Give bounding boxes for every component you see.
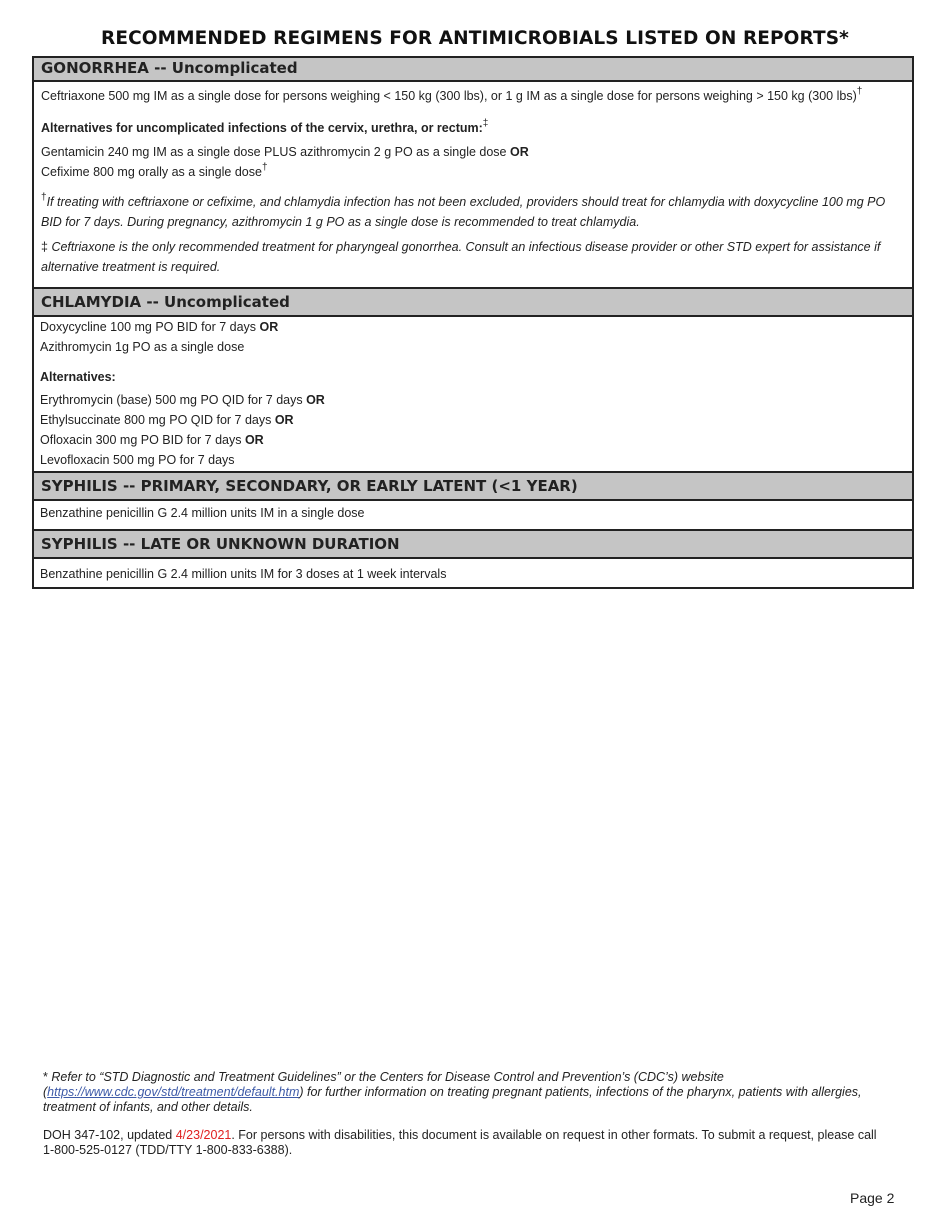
chlamydia-alt-3: Ofloxacin 300 mg PO BID for 7 days OR <box>40 433 264 447</box>
chlamydia-line-2: Azithromycin 1g PO as a single dose <box>40 340 245 354</box>
gonorrhea-primary: Ceftriaxone 500 mg IM as a single dose for persons weighing < 150 kg (300 lbs), or 1 g IM as a single dose for persons weighing > 150 kg (300 lbs)† <box>41 86 863 103</box>
page-title: RECOMMENDED REGIMENS FOR ANTIMICROBIALS LISTED ON REPORTS* <box>101 28 849 49</box>
gonorrhea-alt-2: Cefixime 800 mg orally as a single dose† <box>41 162 268 179</box>
syphilis-early-header: SYPHILIS -- PRIMARY, SECONDARY, OR EARLY LATENT (<1 YEAR) <box>34 471 912 501</box>
chlamydia-line-1: Doxycycline 100 mg PO BID for 7 days OR <box>40 320 279 334</box>
gonorrhea-note-1: †If treating with ceftriaxone or cefixime, and chlamydia infection has not been excluded, providers should treat for chlamydia with doxycycline 100 mg PO BID for 7 days. During pregnancy, azithromycin 1 g PO as a single dose is recommended to treat chlamydia. <box>41 192 886 229</box>
updated-date: 4/23/2021 <box>175 1128 232 1142</box>
footer-reference: * Refer to “STD Diagnostic and Treatment Guidelines” or the Centers for Disease Control and Prevention’s (CDC’s) website (https://www.cdc.gov/std/treatment/default.htm) for further information on treating pregnant patients, infections of the pharynx, patients with allergies, treatment of infants, and other details. <box>43 1070 862 1114</box>
gonorrhea-alt-1: Gentamicin 240 mg IM as a single dose PLUS azithromycin 2 g PO as a single dose OR <box>41 145 529 159</box>
regimens-table <box>32 56 914 589</box>
gonorrhea-header: GONORRHEA -- Uncomplicated <box>34 58 912 82</box>
chlamydia-alt-4: Levofloxacin 500 mg PO for 7 days <box>40 453 235 467</box>
page-number: Page 2 <box>850 1190 895 1206</box>
syphilis-early-line: Benzathine penicillin G 2.4 million units IM in a single dose <box>40 506 365 520</box>
gonorrhea-note-2: ‡ Ceftriaxone is the only recommended treatment for pharyngeal gonorrhea. Consult an infectious disease provider or other STD expert for assistance if alternative treatment is required. <box>41 240 881 274</box>
chlamydia-alt-2: Ethylsuccinate 800 mg PO QID for 7 days OR <box>40 413 294 427</box>
syphilis-late-header: SYPHILIS -- LATE OR UNKNOWN DURATION <box>34 529 912 559</box>
syphilis-late-line: Benzathine penicillin G 2.4 million units IM for 3 doses at 1 week intervals <box>40 567 447 581</box>
chlamydia-header: CHLAMYDIA -- Uncomplicated <box>34 287 912 317</box>
chlamydia-alt-1: Erythromycin (base) 500 mg PO QID for 7 days OR <box>40 393 325 407</box>
syphilis-late-section <box>34 559 912 589</box>
chlamydia-alt-heading: Alternatives: <box>40 370 116 384</box>
cdc-link[interactable]: https://www.cdc.gov/std/treatment/default.htm <box>47 1085 300 1099</box>
gonorrhea-alt-heading: Alternatives for uncomplicated infections of the cervix, urethra, or rectum:‡ <box>41 118 489 135</box>
gonorrhea-section <box>34 82 912 287</box>
chlamydia-section <box>34 317 912 471</box>
syphilis-early-section <box>34 501 912 529</box>
footer-doh: DOH 347-102, updated 4/23/2021. For persons with disabilities, this document is available on request in other formats. To submit a request, please call 1-800-525-0127 (TDD/TTY 1-800-833-6388). <box>43 1128 877 1157</box>
